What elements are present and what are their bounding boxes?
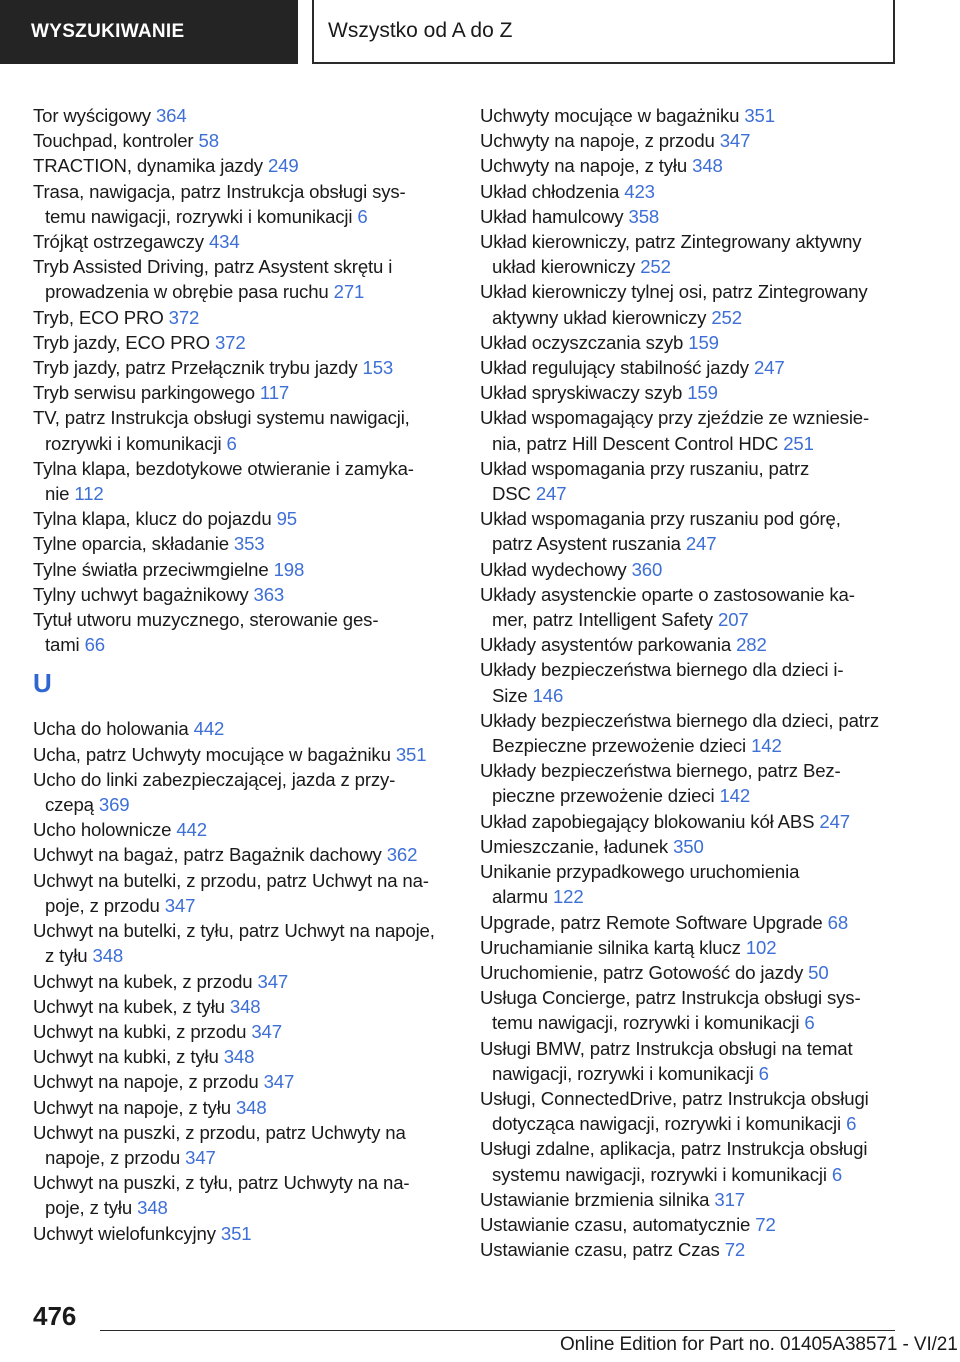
footer-divider [100, 1330, 895, 1331]
index-entry: Usługi, ConnectedDrive, patrz Instrukcja obsługi dotycząca nawigacji, rozrywki i komunikacji 6 [480, 1087, 869, 1135]
page-reference-link[interactable]: 442 [176, 819, 207, 841]
page-reference-link[interactable]: 6 [804, 1012, 815, 1034]
index-entry: Układy bezpieczeństwa biernego, patrz Bez- pieczne przewożenie dzieci 142 [480, 760, 841, 807]
page-reference-link[interactable]: 122 [552, 886, 584, 908]
index-entry: Umieszczanie, ładunek 350 [480, 835, 704, 857]
index-entry: Ucho do linki zabezpieczającej, jazda z przy- czepą 369 [33, 768, 396, 816]
index-entry: Układ wspomagania przy ruszaniu pod górę, patrz Asystent ruszania 247 [480, 508, 841, 555]
index-entry: Uchwyt na kubek, z przodu 347 [33, 970, 289, 992]
page-reference-link[interactable]: 353 [233, 533, 265, 555]
index-column-right [480, 103, 900, 1262]
index-entry: Uchwyt na butelki, z przodu, patrz Uchwyt na na- poje, z przodu 347 [33, 869, 429, 916]
index-entry: Tryb serwisu parkingowego 117 [33, 382, 290, 404]
page-reference-link[interactable]: 282 [736, 634, 767, 656]
index-entry: Uchwyt na kubki, z przodu 347 [33, 1020, 282, 1042]
page-reference-link[interactable]: 95 [276, 508, 297, 530]
index-entry: Unikanie przypadkowego uruchomienia alarmu 122 [480, 861, 800, 908]
index-entry: Usługi BMW, patrz Instrukcja obsługi na temat nawigacji, rozrywki i komunikacji 6 [480, 1037, 853, 1084]
index-entry: Układ wydechowy 360 [480, 558, 663, 580]
index-entry: Ucha do holowania 442 [33, 718, 225, 740]
index-entry: Tylny uchwyt bagażnikowy 363 [33, 583, 285, 605]
page-reference-link[interactable]: 271 [333, 281, 365, 303]
section-letter: U [33, 668, 52, 699]
page-reference-link[interactable]: 6 [357, 205, 368, 227]
index-entry: Układ oczyszczania szyb 159 [480, 331, 719, 353]
page-reference-link[interactable]: 72 [724, 1239, 746, 1261]
page-reference-link[interactable]: 347 [164, 894, 196, 916]
index-entry: Tor wyścigowy 364 [33, 105, 187, 126]
page-reference-link[interactable]: 348 [223, 1046, 255, 1068]
page-reference-link[interactable]: 58 [198, 130, 219, 152]
page-reference-link[interactable]: 372 [214, 331, 246, 353]
page-reference-link[interactable]: 207 [718, 609, 749, 631]
index-entry: Układ chłodzenia 423 [480, 180, 655, 202]
index-entry: Układy asystenckie oparte o zastosowanie ka- mer, patrz Intelligent Safety 207 [480, 583, 855, 631]
index-entry: TV, patrz Instrukcja obsługi systemu nawigacji, rozrywki i komunikacji 6 [33, 407, 410, 454]
index-entry: TRACTION, dynamika jazdy 249 [33, 155, 299, 177]
page-reference-link[interactable]: 142 [719, 785, 751, 807]
index-entry: Układ regulujący stabilność jazdy 247 [480, 357, 785, 379]
page-reference-link[interactable]: 159 [688, 331, 719, 353]
page-reference-link[interactable]: 360 [631, 558, 663, 580]
index-entry: Uchwyty na napoje, z tyłu 348 [480, 155, 723, 177]
index-entry: Uchwyt na puszki, z tyłu, patrz Uchwyty na na- poje, z tyłu 348 [33, 1172, 410, 1219]
page-number: 476 [33, 1301, 77, 1331]
index-entry: Uchwyty mocujące w bagażniku 351 [480, 105, 775, 126]
page-reference-link[interactable]: 249 [267, 155, 299, 177]
page-reference-link[interactable]: 348 [692, 155, 723, 177]
page-reference-link[interactable]: 348 [235, 1096, 267, 1118]
page-reference-link[interactable]: 153 [362, 357, 394, 379]
page-reference-link[interactable]: 6 [226, 432, 237, 454]
index-entry: Tytuł utworu muzycznego, sterowanie ges- tami 66 [33, 609, 379, 656]
page-reference-link[interactable]: 6 [758, 1062, 769, 1084]
index-entry: Uchwyt na bagaż, patrz Bagażnik dachowy 362 [33, 844, 418, 866]
index-entry: Uchwyt na napoje, z przodu 347 [33, 1071, 295, 1093]
header-tabbar [0, 0, 960, 66]
index-entry: Usługa Concierge, patrz Instrukcja obsługi sys- temu nawigacji, rozrywki i komunikacji 6 [480, 987, 861, 1034]
index-entry: Tylne oparcia, składanie 353 [33, 533, 265, 555]
page-reference-link[interactable]: 434 [208, 231, 240, 253]
index-entry: Uchwyt na napoje, z tyłu 348 [33, 1096, 267, 1118]
page-reference-link[interactable]: 347 [257, 970, 289, 992]
page-reference-link[interactable]: 252 [640, 256, 671, 278]
page-reference-link[interactable]: 351 [744, 105, 775, 126]
index-entry: Układ spryskiwaczy szyb 159 [480, 382, 718, 404]
index-entry: Tryb jazdy, patrz Przełącznik trybu jazdy 153 [33, 357, 394, 379]
index-entry: Ucho holownicze 442 [33, 819, 207, 841]
page-reference-link[interactable]: 351 [220, 1222, 252, 1244]
page-reference-link[interactable]: 347 [719, 130, 751, 152]
index-entry: Uruchamianie silnika kartą klucz 102 [480, 936, 777, 958]
page-reference-link[interactable]: 363 [253, 583, 285, 605]
section-title: Wszystko od A do Z [312, 0, 895, 64]
index-entry: Uchwyt na butelki, z tyłu, patrz Uchwyt na napoje, z tyłu 348 [33, 920, 435, 967]
page-reference-link[interactable]: 317 [714, 1188, 745, 1210]
index-entry: Trasa, nawigacja, patrz Instrukcja obsługi sys- temu nawigacji, rozrywki i komunikacji 6 [33, 180, 406, 227]
page-reference-link[interactable]: 68 [827, 911, 849, 933]
index-entry: Trójkąt ostrzegawczy 434 [33, 231, 240, 253]
page-reference-link[interactable]: 146 [532, 684, 564, 706]
page-reference-link[interactable]: 102 [745, 936, 777, 958]
index-entry: Tylna klapa, bezdotykowe otwieranie i zamyka- nie 112 [33, 457, 414, 505]
index-list-u [33, 716, 453, 1245]
page-reference-link[interactable]: 247 [819, 810, 850, 832]
index-entry: Ucha, patrz Uchwyty mocujące w bagażniku 351 [33, 743, 427, 765]
page-reference-link[interactable]: 348 [137, 1197, 168, 1219]
page-reference-link[interactable]: 142 [751, 735, 782, 757]
index-entry: Układy bezpieczeństwa biernego dla dzieci i- Size 146 [480, 659, 844, 706]
page-reference-link[interactable]: 66 [84, 634, 105, 656]
index-entry: Uruchomienie, patrz Gotowość do jazdy 50 [480, 961, 829, 983]
page-reference-link[interactable]: 159 [687, 382, 718, 404]
page-reference-link[interactable]: 117 [259, 382, 290, 404]
page-reference-link[interactable]: 348 [92, 945, 124, 967]
page-reference-link[interactable]: 247 [535, 483, 567, 505]
page-reference-link[interactable]: 350 [673, 835, 704, 857]
page-reference-link[interactable]: 372 [168, 306, 200, 328]
page-reference-link[interactable]: 364 [155, 105, 187, 126]
index-list-t [33, 103, 453, 657]
index-entry: Upgrade, patrz Remote Software Upgrade 68 [480, 911, 849, 933]
index-entry: Ustawianie czasu, automatycznie 72 [480, 1213, 776, 1235]
index-entry: Tryb, ECO PRO 372 [33, 306, 200, 328]
index-entry: Usługi zdalne, aplikacja, patrz Instrukcja obsługi systemu nawigacji, rozrywki i komunikacji 6 [480, 1138, 868, 1185]
page-reference-link[interactable]: 72 [755, 1213, 776, 1235]
tab-search[interactable]: WYSZUKIWANIE [0, 0, 298, 64]
index-entry: Touchpad, kontroler 58 [33, 130, 219, 152]
page-reference-link[interactable]: 198 [273, 558, 305, 580]
page-reference-link[interactable]: 442 [193, 718, 225, 740]
page-reference-link[interactable]: 6 [846, 1113, 857, 1135]
index-entry: Uchwyty na napoje, z przodu 347 [480, 130, 751, 152]
index-entry: Układ kierowniczy, patrz Zintegrowany aktywny układ kierowniczy 252 [480, 231, 862, 278]
index-entry: Tylna klapa, klucz do pojazdu 95 [33, 508, 297, 530]
index-entry: Uchwyt na kubek, z tyłu 348 [33, 995, 261, 1017]
index-entry: Układy bezpieczeństwa biernego dla dzieci, patrz Bezpieczne przewożenie dzieci 142 [480, 709, 879, 757]
page-reference-link[interactable]: 247 [685, 533, 717, 555]
page-reference-link[interactable]: 348 [229, 995, 261, 1017]
page-reference-link[interactable]: 358 [628, 205, 660, 227]
page-reference-link[interactable]: 247 [753, 357, 785, 379]
index-entry: Układy asystentów parkowania 282 [480, 634, 767, 656]
index-entry: Układ wspomagania przy ruszaniu, patrz DSC 247 [480, 457, 810, 505]
page-reference-link[interactable]: 50 [808, 961, 829, 983]
page-reference-link[interactable]: 351 [395, 743, 427, 765]
page-reference-link[interactable]: 347 [263, 1071, 295, 1093]
index-entry: Układ zapobiegający blokowaniu kół ABS 247 [480, 810, 850, 832]
index-entry: Ustawianie czasu, patrz Czas 72 [480, 1239, 746, 1261]
index-entry: Uchwyt wielofunkcyjny 351 [33, 1222, 252, 1244]
page-reference-link[interactable]: 251 [783, 432, 814, 454]
page-reference-link[interactable]: 347 [185, 1146, 216, 1168]
page-reference-link[interactable]: 112 [74, 483, 104, 505]
index-entry: Ustawianie brzmienia silnika 317 [480, 1188, 745, 1210]
index-entry: Układ wspomagający przy zjeździe ze wzniesie- nia, patrz Hill Descent Control HDC 251 [480, 407, 870, 454]
index-entry: Tylne światła przeciwmgielne 198 [33, 558, 305, 580]
page-reference-link[interactable]: 369 [98, 794, 130, 816]
index-entry: Układ kierowniczy tylnej osi, patrz Zintegrowany aktywny układ kierowniczy 252 [480, 281, 868, 328]
index-entry: Tryb jazdy, ECO PRO 372 [33, 331, 246, 353]
page-reference-link[interactable]: 362 [386, 844, 418, 866]
page-reference-link[interactable]: 252 [711, 306, 742, 328]
index-list-u-continued [480, 103, 900, 1262]
page-reference-link[interactable]: 347 [251, 1020, 282, 1042]
edition-text: Online Edition for Part no. 01405A38571 - VI/21 [560, 1334, 958, 1355]
page-reference-link[interactable]: 6 [831, 1163, 843, 1185]
index-entry: Układ hamulcowy 358 [480, 205, 660, 227]
index-column-left [33, 103, 453, 1246]
index-entry: Tryb Assisted Driving, patrz Asystent skrętu i prowadzenia w obrębie pasa ruchu 271 [33, 256, 393, 303]
index-entry: Uchwyt na kubki, z tyłu 348 [33, 1046, 255, 1068]
page-reference-link[interactable]: 423 [624, 180, 655, 202]
index-entry: Uchwyt na puszki, z przodu, patrz Uchwyty na napoje, z przodu 347 [33, 1121, 406, 1168]
